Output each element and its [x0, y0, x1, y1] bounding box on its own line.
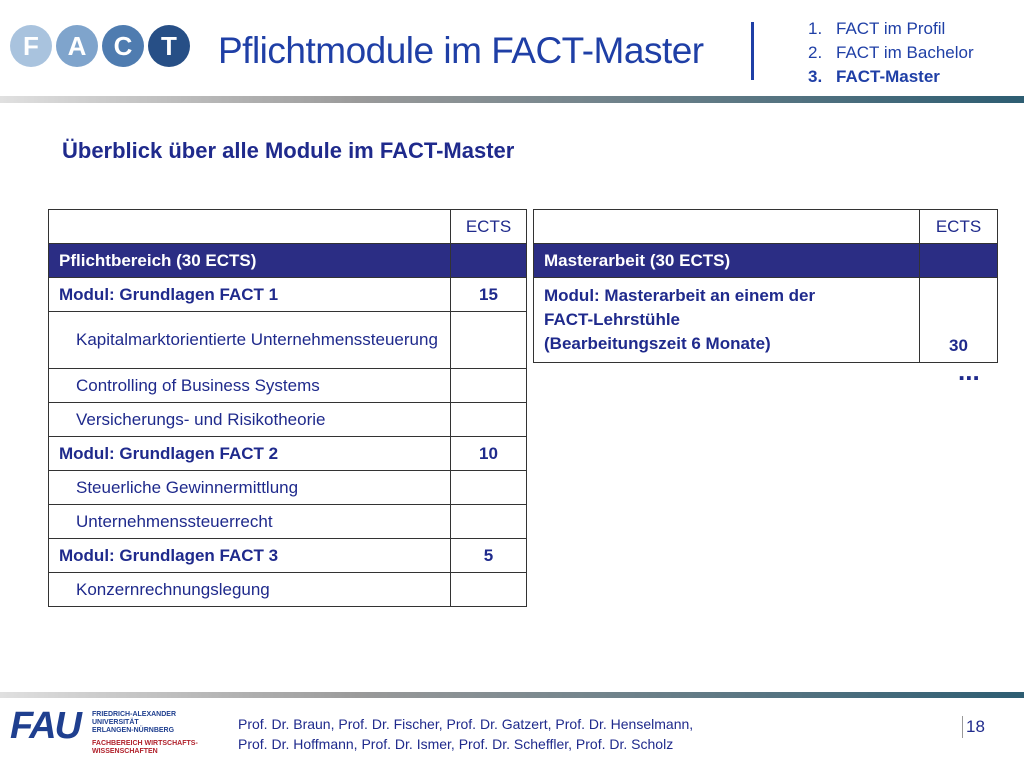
- course-ects: [451, 573, 527, 607]
- section-ects: [920, 244, 998, 278]
- footer-rule: [0, 692, 1024, 698]
- fau-logo-word: FAU: [10, 705, 80, 747]
- fau-logo-line: FACHBEREICH WIRTSCHAFTS-: [92, 740, 198, 747]
- course-name: Unternehmenssteuerrecht: [49, 505, 451, 539]
- title-divider: [751, 22, 754, 80]
- course-ects: [451, 471, 527, 505]
- toc-item-label: FACT-Master: [836, 67, 940, 86]
- table-header-row: [49, 210, 527, 244]
- fau-logo-line: FRIEDRICH-ALEXANDER: [92, 711, 176, 718]
- footer-authors-line: Prof. Dr. Braun, Prof. Dr. Fischer, Prof. Dr. Gatzert, Prof. Dr. Henselmann,: [238, 716, 694, 732]
- course-name: Versicherungs- und Risikotheorie: [49, 403, 451, 437]
- page-number: 18: [966, 717, 985, 736]
- fau-logo-line: UNIVERSITÄT: [92, 719, 139, 726]
- table-row: [534, 278, 998, 363]
- toc-item-bachelor[interactable]: [808, 41, 974, 65]
- header-name-cell: [49, 210, 451, 244]
- fact-logo: [10, 25, 190, 69]
- course-name: Kapitalmarktorientierte Unternehmenssteuerung: [49, 312, 451, 369]
- section-name: Pflichtbereich (30 ECTS): [49, 244, 451, 278]
- fact-logo-letter-f: F: [10, 25, 52, 67]
- module-name-line: (Bearbeitungszeit 6 Monate): [544, 334, 771, 353]
- table-row: [49, 505, 527, 539]
- toc-item-label: FACT im Bachelor: [836, 43, 974, 62]
- slide-title: Pflichtmodule im FACT-Master: [218, 30, 704, 71]
- fau-logo-line: ERLANGEN-NÜRNBERG: [92, 727, 175, 734]
- footer-authors-line: Prof. Dr. Hoffmann, Prof. Dr. Ismer, Prof. Dr. Scheffler, Prof. Dr. Scholz: [238, 736, 674, 752]
- table-row: [49, 437, 527, 471]
- fact-logo-letter-c: C: [102, 25, 144, 67]
- table-row: [49, 539, 527, 573]
- module-ects: 30: [920, 278, 998, 363]
- module-name: Modul: Grundlagen FACT 2: [49, 437, 451, 471]
- continuation-ellipsis: ...: [958, 356, 980, 386]
- course-ects: [451, 312, 527, 369]
- fau-logo-line: WISSENSCHAFTEN: [92, 748, 158, 755]
- toc-item-number: 3.: [808, 67, 823, 86]
- page-number-divider: [962, 716, 963, 738]
- fau-logo: [10, 707, 220, 763]
- table-row: [49, 471, 527, 505]
- module-name: [534, 278, 920, 363]
- module-ects: 15: [451, 278, 527, 312]
- toc-item-master[interactable]: [808, 65, 974, 89]
- fau-logo-text: [92, 711, 212, 756]
- module-name: Modul: Grundlagen FACT 1: [49, 278, 451, 312]
- section-ects: [451, 244, 527, 278]
- toc-item-profil[interactable]: [808, 17, 974, 41]
- table-row: [49, 369, 527, 403]
- table-row: [49, 312, 527, 369]
- section-row: [534, 244, 998, 278]
- toc-item-label: FACT im Profil: [836, 19, 946, 38]
- course-name: Controlling of Business Systems: [49, 369, 451, 403]
- masterarbeit-table: [533, 209, 998, 363]
- module-name-line: FACT-Lehrstühle: [544, 310, 681, 329]
- table-row: [49, 573, 527, 607]
- header-ects-cell: ECTS: [451, 210, 527, 244]
- header-name-cell: [534, 210, 920, 244]
- table-row: [49, 403, 527, 437]
- module-ects: 5: [451, 539, 527, 573]
- course-ects: [451, 369, 527, 403]
- toc-item-number: 1.: [808, 19, 823, 38]
- fact-logo-letter-a: A: [56, 25, 98, 67]
- slide-subtitle: Überblick über alle Module im FACT-Master: [62, 138, 515, 163]
- section-row: [49, 244, 527, 278]
- table-row: [49, 278, 527, 312]
- footer-authors: [238, 714, 693, 754]
- fact-logo-letter-t: T: [148, 25, 190, 67]
- module-ects: 10: [451, 437, 527, 471]
- table-header-row: [534, 210, 998, 244]
- course-name: Konzernrechnungslegung: [49, 573, 451, 607]
- course-ects: [451, 505, 527, 539]
- module-name: Modul: Grundlagen FACT 3: [49, 539, 451, 573]
- pflicht-table: [48, 209, 527, 607]
- header-rule: [0, 96, 1024, 103]
- header-ects-cell: ECTS: [920, 210, 998, 244]
- section-navigation: [808, 17, 974, 89]
- toc-item-number: 2.: [808, 43, 823, 62]
- section-name: Masterarbeit (30 ECTS): [534, 244, 920, 278]
- course-ects: [451, 403, 527, 437]
- course-name: Steuerliche Gewinnermittlung: [49, 471, 451, 505]
- module-name-line: Modul: Masterarbeit an einem der: [544, 286, 816, 305]
